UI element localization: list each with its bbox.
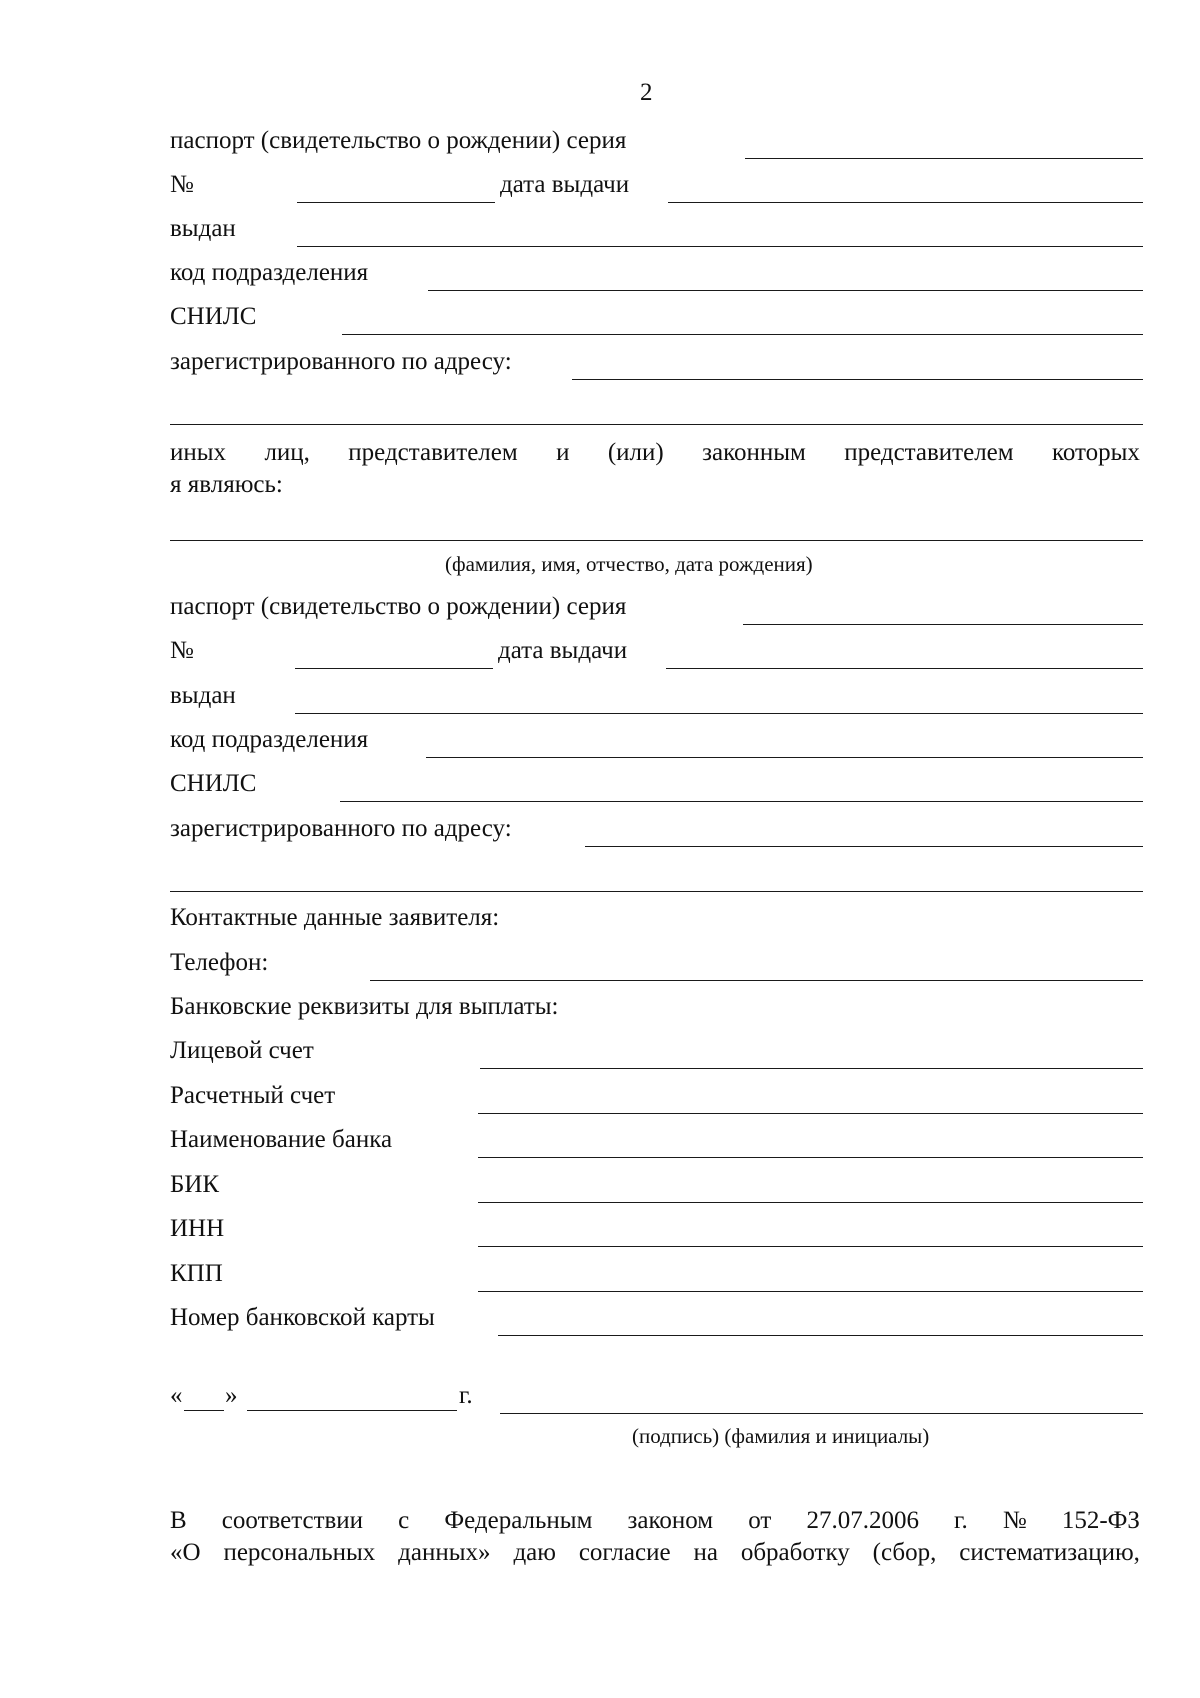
issue-date-label-2: дата выдачи (498, 637, 628, 664)
consent-word: № (1002, 1507, 1027, 1534)
consent-word: персональных (223, 1539, 376, 1566)
snils-label-2: СНИЛС (170, 770, 257, 797)
phone-label: Телефон: (170, 949, 269, 976)
card-number-field[interactable] (498, 1335, 1143, 1336)
others-word: и (556, 439, 570, 466)
others-line-2: я являюсь: (170, 471, 283, 498)
consent-line-1 (170, 1505, 1140, 1537)
address-field-1b[interactable] (170, 424, 1143, 425)
inn-label: ИНН (170, 1215, 225, 1242)
bik-label: БИК (170, 1171, 220, 1198)
consent-word: от (748, 1507, 772, 1534)
card-number-label: Номер банковской карты (170, 1304, 435, 1331)
issued-by-label-1: выдан (170, 215, 236, 242)
full-name-field[interactable] (170, 540, 1143, 541)
others-word: представителем (348, 439, 518, 466)
others-line-1 (170, 437, 1140, 469)
others-word: лиц, (264, 439, 310, 466)
issued-by-field-2[interactable] (295, 713, 1143, 714)
others-paragraph (170, 437, 1140, 501)
passport-number-field-1[interactable] (297, 202, 495, 203)
number-label-1: № (170, 171, 194, 198)
division-code-field-1[interactable] (428, 290, 1143, 291)
issue-date-field-2[interactable] (666, 668, 1143, 669)
consent-word: Федеральным (444, 1507, 593, 1534)
others-word: (или) (607, 439, 664, 466)
consent-paragraph (170, 1505, 1140, 1569)
kpp-field[interactable] (478, 1291, 1143, 1292)
date-quote-open: « (170, 1382, 183, 1409)
personal-account-field[interactable] (480, 1068, 1143, 1069)
passport-series-field-1[interactable] (745, 158, 1143, 159)
passport-series-label-2: паспорт (свидетельство о рождении) серия (170, 593, 627, 620)
date-quote-close: » (225, 1382, 238, 1409)
consent-word: «О (170, 1539, 201, 1566)
kpp-label: КПП (170, 1260, 223, 1287)
issued-by-field-1[interactable] (297, 246, 1143, 247)
consent-word: даю (513, 1539, 556, 1566)
passport-number-field-2[interactable] (295, 668, 493, 669)
consent-word: данных» (398, 1539, 491, 1566)
others-word: которых (1051, 439, 1140, 466)
division-code-label-2: код подразделения (170, 726, 369, 753)
consent-word: 27.07.2006 (806, 1507, 919, 1534)
address-label-2: зарегистрированного по адресу: (170, 815, 512, 842)
issue-date-label-1: дата выдачи (500, 171, 630, 198)
consent-word: согласие (578, 1539, 671, 1566)
year-suffix: г. (459, 1382, 473, 1409)
phone-field[interactable] (370, 980, 1143, 981)
address-field-2b[interactable] (170, 891, 1143, 892)
consent-word: систематизацию, (959, 1539, 1140, 1566)
inn-field[interactable] (478, 1246, 1143, 1247)
consent-word: на (693, 1539, 718, 1566)
others-word: иных (170, 439, 227, 466)
issue-date-field-1[interactable] (668, 202, 1143, 203)
issued-by-label-2: выдан (170, 682, 236, 709)
snils-field-2[interactable] (340, 801, 1143, 802)
consent-line-2 (170, 1537, 1140, 1569)
consent-word: законом (627, 1507, 714, 1534)
signature-caption: (подпись) (фамилия и инициалы) (632, 1424, 930, 1448)
date-month-year-field[interactable] (247, 1410, 457, 1411)
snils-label-1: СНИЛС (170, 303, 257, 330)
settlement-account-label: Расчетный счет (170, 1082, 336, 1109)
date-day-field[interactable] (184, 1410, 224, 1411)
page-number: 2 (640, 79, 653, 106)
bik-field[interactable] (478, 1202, 1143, 1203)
bank-name-label: Наименование банка (170, 1126, 393, 1153)
consent-word: соответствии (221, 1507, 364, 1534)
address-field-2a[interactable] (585, 846, 1143, 847)
consent-word: В (170, 1507, 187, 1534)
personal-account-label: Лицевой счет (170, 1037, 314, 1064)
division-code-field-2[interactable] (426, 757, 1143, 758)
full-name-caption: (фамилия, имя, отчество, дата рождения) (445, 552, 813, 576)
signature-field[interactable] (500, 1413, 1143, 1414)
contacts-heading: Контактные данные заявителя: (170, 904, 500, 931)
division-code-label-1: код подразделения (170, 259, 369, 286)
consent-word: (сбор, (872, 1539, 937, 1566)
others-word: представителем (844, 439, 1014, 466)
bank-heading: Банковские реквизиты для выплаты: (170, 993, 559, 1020)
others-word: законным (702, 439, 806, 466)
consent-word: г. (954, 1507, 968, 1534)
settlement-account-field[interactable] (478, 1113, 1143, 1114)
consent-word: 152-ФЗ (1061, 1507, 1140, 1534)
address-field-1a[interactable] (572, 379, 1143, 380)
consent-word: с (398, 1507, 410, 1534)
passport-series-label-1: паспорт (свидетельство о рождении) серия (170, 127, 627, 154)
number-label-2: № (170, 637, 194, 664)
consent-word: обработку (740, 1539, 850, 1566)
address-label-1: зарегистрированного по адресу: (170, 348, 512, 375)
snils-field-1[interactable] (342, 334, 1143, 335)
bank-name-field[interactable] (478, 1157, 1143, 1158)
passport-series-field-2[interactable] (743, 624, 1143, 625)
